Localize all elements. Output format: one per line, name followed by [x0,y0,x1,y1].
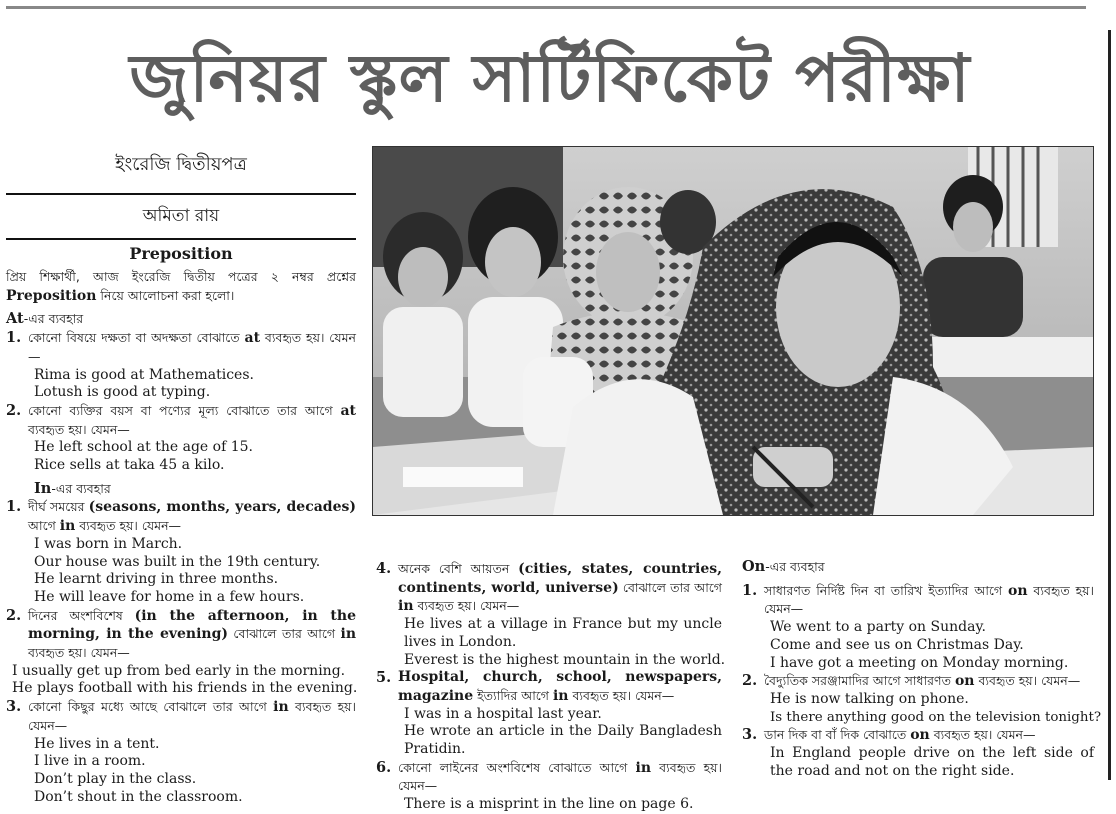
example-line: There is a misprint in the line on page 6. [404,796,694,813]
example-line: He lives in a tent. [34,735,160,752]
list-item: 1. সাধারণত নির্দিষ্ট দিন বা তারিখ ইত্যাদির আগে on ব্যবহৃত হয়। যেমন— [742,581,1094,617]
top-rule [6,6,1086,9]
headline: জুনিয়র স্কুল সার্টিফিকেট পরীক্ষা [129,40,971,117]
author-name: অমিতা রায় [142,206,220,226]
example-line: He plays football with his friends in the evening. [12,680,358,697]
list-item: 2. বৈদ্যুতিক সরঞ্জামাদির আগে সাধারণত on ব্যবহৃত হয়। যেমন— [742,672,1081,690]
divider-bottom [6,238,356,240]
example-line: He lives at a village in France but my uncle lives in London. [404,616,722,650]
on-heading: On-এর ব্যবহার [742,558,825,575]
list-item: 6. কোনো লাইনের অংশবিশেষ বোঝাতে আগে in ব্যবহৃত হয়। যেমন— [376,758,722,794]
example-line: Don’t shout in the classroom. [34,788,243,805]
intro-text: প্রিয় শিক্ষার্থী, আজ ইংরেজি দ্বিতীয় পত্রের ২ নম্বর প্রশ্নের [6,269,356,284]
intro-bold: Preposition [6,287,97,304]
column-middle [376,560,726,814]
right-column-rule [1108,30,1111,780]
intro-tail: নিয়ে আলোচনা করা হলো। [96,287,235,303]
at-heading: At-এর ব্যবহার [6,310,84,328]
example-line: I was born in March. [34,535,183,552]
list-item: 3. ডান দিক বা বাঁ দিক বোঝাতে on ব্যবহৃত হয়। যেমন— [742,726,1036,744]
list-item: 2. দিনের অংশবিশেষ (in the afternoon, in the morning, in the evening) বোঝালে তার আগে in ব্যবহৃত হয়। যেমন— [6,606,356,661]
example-line: He will leave for home in a few hours. [34,588,305,605]
example-line: Rice sells at taka 45 a kilo. [34,457,225,474]
intro-paragraph [6,268,356,305]
exam-photo [372,146,1094,516]
column-right [742,558,1102,780]
example-line: I have got a meeting on Monday morning. [770,654,1069,671]
example-line: He left school at the age of 15. [34,439,253,456]
list-item: 1. কোনো বিষয়ে দক্ষতা বা অদক্ষতা বোঝাতে at ব্যবহৃত হয়। যেমন— [6,329,356,364]
example-line: Don’t play in the class. [34,770,197,787]
list-item: 3. কোনো কিছুর মধ্যে আছে বোঝালে তার আগে in ব্যবহৃত হয়। যেমন— [6,698,356,733]
list-item: 2. কোনো ব্যক্তির বয়স বা পণ্যের মূল্য বোঝাতে তার আগে at ব্যবহৃত হয়। যেমন— [6,401,356,437]
example-line: He is now talking on phone. [770,690,969,707]
example-line: We went to a party on Sunday. [770,619,986,636]
column-left [6,268,356,806]
subject-title: ইংরেজি দ্বিতীয়পত্র [115,154,247,175]
example-line: In England people drive on the left side of the road and not on the right side. [770,745,1094,779]
example-line: He wrote an article in the Daily Bangladesh Pratidin. [404,723,722,758]
example-line: Rima is good at Mathematices. [34,366,254,383]
list-item: 5. Hospital, church, school, newspapers, magazine ইত্যাদির আগে in ব্যবহৃত হয়। যেমন— [376,669,722,704]
example-line: I live in a room. [34,753,146,770]
example-line: Is there anything good on the television tonight? [770,709,1102,725]
example-line: He learnt driving in three months. [34,571,279,588]
example-line: Lotush is good at typing. [34,384,211,401]
example-line: Come and see us on Christmas Day. [770,636,1024,653]
list-item: 4. অনেক বেশি আয়তন (cities, states, countries, continents, world, universe) বোঝালে তার আগে in ব্যবহৃত হয়। যেমন— [376,560,723,615]
example-line: I was in a hospital last year. [404,705,602,722]
in-heading: In-এর ব্যবহার [34,479,111,497]
example-line: Our house was built in the 19th century. [34,553,321,570]
divider-top [6,193,356,195]
list-item: 1. দীর্ঘ সময়ের (seasons, months, years, decades) আগে in ব্যবহৃত হয়। যেমন— [6,498,356,535]
example-line: I usually get up from bed early in the morning. [12,662,346,679]
example-line: Everest is the highest mountain in the world. [404,651,726,668]
topic-title: Preposition [129,244,233,263]
